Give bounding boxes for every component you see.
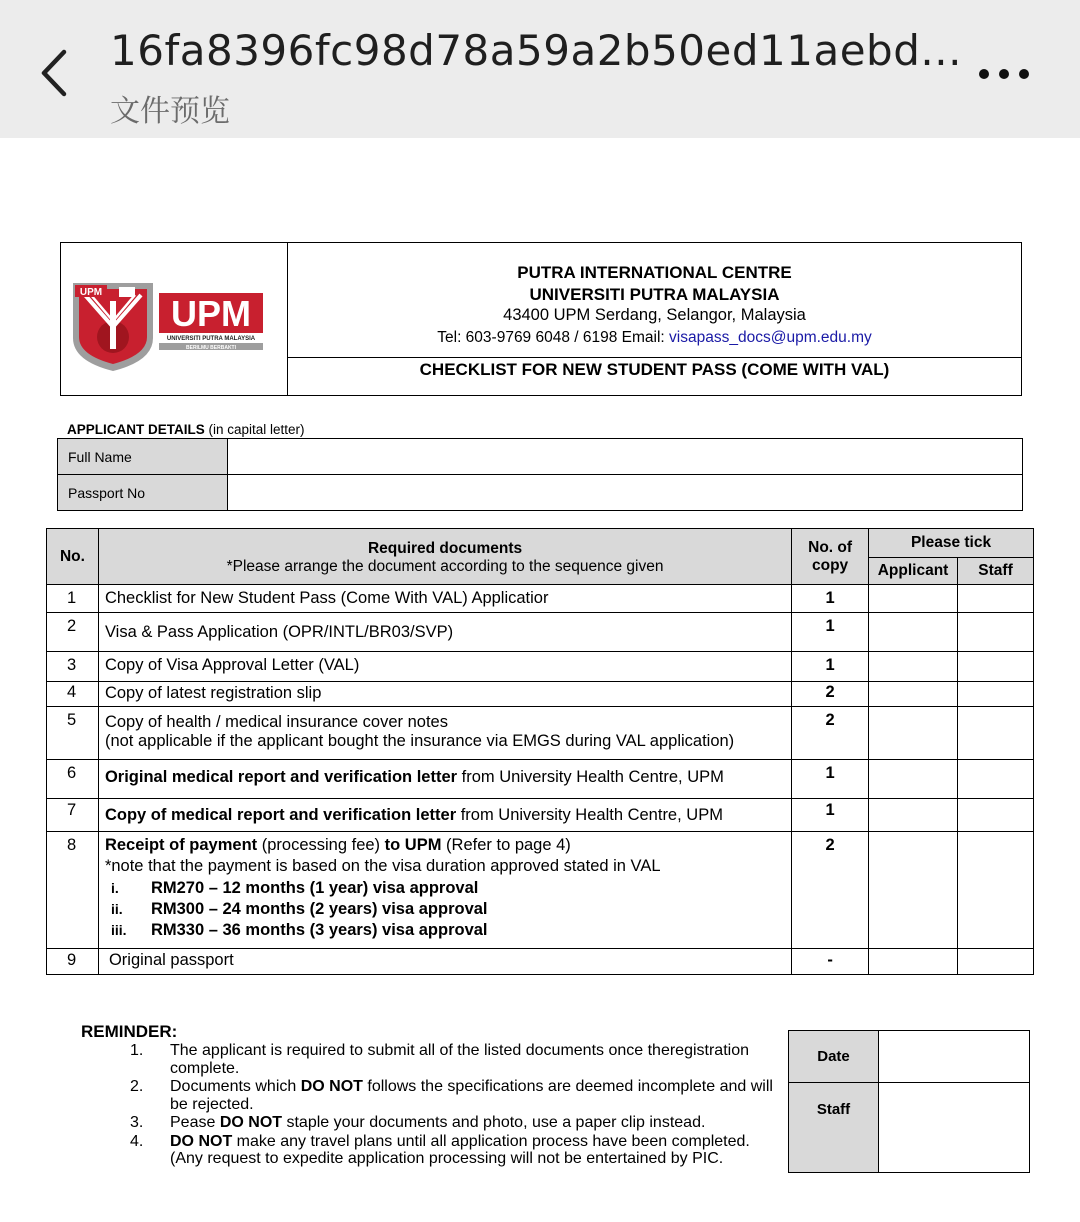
- row-document-bold: Copy of medical report and verification letter: [104, 806, 457, 824]
- reminder-number: 1.: [130, 1042, 144, 1059]
- row-document-bold: Original medical report and verification letter: [104, 768, 458, 786]
- row-copies: 1: [792, 652, 869, 682]
- col-header-docs-title: Required documents: [367, 539, 523, 557]
- row-document-line1: Copy of health / medical insurance cover notes: [104, 713, 448, 731]
- row-document: Original passport: [98, 949, 791, 975]
- reminder-text: [170, 1114, 705, 1132]
- applicant-details-table: [57, 438, 1023, 511]
- passport-label: Passport No: [58, 475, 228, 511]
- reminder-text: [170, 1133, 780, 1168]
- col-header-applicant: Applicant: [869, 558, 958, 585]
- applicant-tick-cell[interactable]: [869, 585, 958, 613]
- document-page[interactable]: [0, 138, 1080, 1222]
- applicant-tick-cell[interactable]: [869, 652, 958, 682]
- row-number: 6: [47, 760, 99, 799]
- staff-tick-cell[interactable]: [958, 682, 1034, 707]
- date-row: [789, 1031, 1030, 1083]
- staff-label: Staff: [789, 1083, 879, 1173]
- fee-list-item: [105, 920, 791, 941]
- table-row: [47, 682, 1034, 707]
- date-label: Date: [789, 1031, 879, 1083]
- reminder-title: REMINDER:: [81, 1022, 178, 1041]
- letterhead-box: [60, 242, 1022, 396]
- checklist-table: [46, 528, 1034, 975]
- col-header-copy: [792, 529, 869, 585]
- fee-roman: iii.: [110, 922, 127, 938]
- table-row: [47, 652, 1034, 682]
- row-document: [98, 760, 791, 799]
- staff-tick-cell[interactable]: [958, 613, 1034, 652]
- col-header-docs: [98, 529, 791, 585]
- table-row: [47, 613, 1034, 652]
- reminder-item: [130, 1042, 780, 1077]
- reminder-text: [170, 1042, 780, 1077]
- full-name-row: [58, 439, 1023, 475]
- applicant-details-title: [67, 422, 305, 437]
- row-number: 2: [47, 613, 99, 652]
- tel-text: Tel: 603-9769 6048 / 6198 Email:: [437, 329, 670, 346]
- row-number: 1: [47, 585, 99, 613]
- row-number: 5: [47, 707, 99, 760]
- row-document-rest: from University Health Centre, UPM: [457, 768, 724, 786]
- staff-tick-cell[interactable]: [958, 707, 1034, 760]
- reminder-number: 2.: [130, 1078, 144, 1095]
- reminder-list: [130, 1042, 780, 1169]
- applicant-tick-cell[interactable]: [869, 832, 958, 949]
- reminder-text-bold: DO NOT: [219, 1114, 283, 1131]
- row-copies: 2: [792, 682, 869, 707]
- address: 43400 UPM Serdang, Selangor, Malaysia: [503, 306, 806, 324]
- row-number: 4: [47, 682, 99, 707]
- staff-tick-cell[interactable]: [958, 799, 1034, 832]
- table-row: [47, 707, 1034, 760]
- reminder-text: [170, 1078, 780, 1113]
- applicant-details-heading: APPLICANT DETAILS: [67, 422, 205, 437]
- reminder-text-post: staple your documents and photo, use a paper clip instead.: [282, 1114, 706, 1131]
- logo-wordmark: UPM: [171, 293, 251, 334]
- row-document-bold: Receipt of payment: [104, 836, 258, 854]
- row-copies: 1: [792, 799, 869, 832]
- reminder-text-pre: The applicant is required to submit all of the listed documents once theregistration complete.: [170, 1042, 749, 1077]
- reminder-number: 4.: [130, 1132, 144, 1150]
- row-document: [98, 707, 791, 760]
- fee-list: [105, 878, 791, 941]
- row-number: 3: [47, 652, 99, 682]
- reminder-text-post: make any travel plans until all application process have been completed. (Any request to expedite application processing will not be entertained by PIC.: [170, 1132, 750, 1167]
- applicant-tick-cell[interactable]: [869, 707, 958, 760]
- staff-field[interactable]: [879, 1083, 1030, 1173]
- full-name-label: Full Name: [58, 439, 228, 475]
- table-row: [47, 585, 1034, 613]
- row-document: Copy of latest registration slip: [98, 682, 791, 707]
- reminder-item: [130, 1133, 780, 1168]
- logo-motto: BERILMU BERBAKTI: [186, 345, 236, 351]
- document-title: 16fa8396fc98d78a59a2b50ed11aebd...: [110, 26, 962, 75]
- table-row: [47, 949, 1034, 975]
- row-copies: 1: [792, 760, 869, 799]
- logo-badge-text: UPM: [79, 287, 103, 298]
- row-document-rest: from University Health Centre, UPM: [456, 806, 723, 824]
- col-header-docs-note: *Please arrange the document according to the sequence given: [226, 557, 664, 575]
- fee-text: RM270 – 12 months (1 year) visa approval: [150, 879, 479, 897]
- row-copies: 1: [792, 613, 869, 652]
- letterhead-divider: [288, 357, 1021, 358]
- checklist-title: CHECKLIST FOR NEW STUDENT PASS (COME WITH VAL): [419, 360, 890, 379]
- full-name-field[interactable]: [228, 439, 1023, 475]
- row-document-bold2: to UPM: [384, 836, 442, 854]
- reminder-text-pre: Documents which: [170, 1078, 301, 1095]
- reminder-item: [130, 1078, 780, 1113]
- contact-line: [288, 329, 1021, 347]
- letterhead-text: [288, 243, 1021, 395]
- fee-list-item: [105, 899, 791, 920]
- row-document-note: *note that the payment is based on the visa duration approved stated in VAL: [104, 857, 661, 875]
- more-options-icon[interactable]: [972, 62, 1036, 86]
- row-document-mid: (processing fee): [257, 836, 385, 854]
- row-copies: 2: [792, 832, 869, 949]
- table-row: [47, 799, 1034, 832]
- col-header-tick: Please tick: [869, 529, 1034, 558]
- row-number: 7: [47, 799, 99, 832]
- date-field[interactable]: [879, 1031, 1030, 1083]
- applicant-tick-cell[interactable]: [869, 799, 958, 832]
- passport-row: [58, 475, 1023, 511]
- centre-name: PUTRA INTERNATIONAL CENTRE: [517, 263, 792, 282]
- row-document: [98, 832, 791, 949]
- applicant-tick-cell[interactable]: [869, 949, 958, 975]
- row-number: 9: [47, 949, 99, 975]
- passport-field[interactable]: [228, 475, 1023, 511]
- reminder-text-pre: Pease: [170, 1114, 220, 1131]
- table-row: [47, 832, 1034, 949]
- back-arrow-icon[interactable]: [34, 46, 74, 100]
- row-copies: 1: [792, 585, 869, 613]
- staff-tick-cell[interactable]: [958, 652, 1034, 682]
- staff-signoff-table: [788, 1030, 1030, 1173]
- reminder-text-bold: DO NOT: [170, 1132, 233, 1150]
- row-document-line2: (not applicable if the applicant bought the insurance via EMGS during VAL application): [104, 732, 735, 750]
- col-header-copy-line2: copy: [812, 556, 849, 574]
- row-number: 8: [47, 832, 99, 949]
- staff-tick-cell[interactable]: [958, 760, 1034, 799]
- fee-roman: i.: [110, 880, 119, 896]
- staff-tick-cell[interactable]: [958, 585, 1034, 613]
- app-bar: [0, 0, 1080, 138]
- col-header-no: No.: [47, 529, 99, 585]
- table-row: [47, 760, 1034, 799]
- col-header-staff: Staff: [958, 558, 1034, 585]
- upm-crest-icon: [61, 243, 288, 395]
- staff-row: [789, 1083, 1030, 1173]
- row-document-rest: (Refer to page 4): [441, 836, 571, 854]
- reminder-text-bold: DO NOT: [300, 1078, 363, 1095]
- staff-tick-cell[interactable]: [958, 949, 1034, 975]
- fee-text: RM330 – 36 months (3 years) visa approval: [150, 921, 488, 939]
- row-document: Visa & Pass Application (OPR/INTL/BR03/SVP): [98, 613, 791, 652]
- applicant-tick-cell[interactable]: [869, 760, 958, 799]
- fee-list-item: [105, 878, 791, 899]
- row-document: Checklist for New Student Pass (Come With VAL) Applicatior: [98, 585, 791, 613]
- staff-tick-cell[interactable]: [958, 832, 1034, 949]
- document-subtitle: 文件预览: [110, 94, 230, 129]
- applicant-tick-cell[interactable]: [869, 682, 958, 707]
- logo-caption: UNIVERSITI PUTRA MALAYSIA: [166, 336, 256, 342]
- email-link[interactable]: visapass_docs@upm.edu.my: [669, 329, 872, 346]
- row-document: Copy of Visa Approval Letter (VAL): [98, 652, 791, 682]
- row-copies: -: [792, 949, 869, 975]
- university-name: UNIVERSITI PUTRA MALAYSIA: [529, 285, 780, 304]
- reminder-item: [130, 1114, 780, 1132]
- row-document-line1: [105, 835, 791, 856]
- fee-roman: ii.: [110, 901, 123, 917]
- col-header-copy-line1: No. of: [808, 538, 853, 556]
- reminder-number: 3.: [130, 1114, 144, 1131]
- reminder-text-post: follows the specifications are deemed incomplete and will be rejected.: [170, 1078, 773, 1113]
- applicant-tick-cell[interactable]: [869, 613, 958, 652]
- fee-text: RM300 – 24 months (2 years) visa approval: [150, 900, 488, 918]
- upm-logo: [61, 243, 288, 395]
- row-document: [98, 799, 791, 832]
- row-copies: 2: [792, 707, 869, 760]
- applicant-details-note: (in capital letter): [204, 422, 305, 437]
